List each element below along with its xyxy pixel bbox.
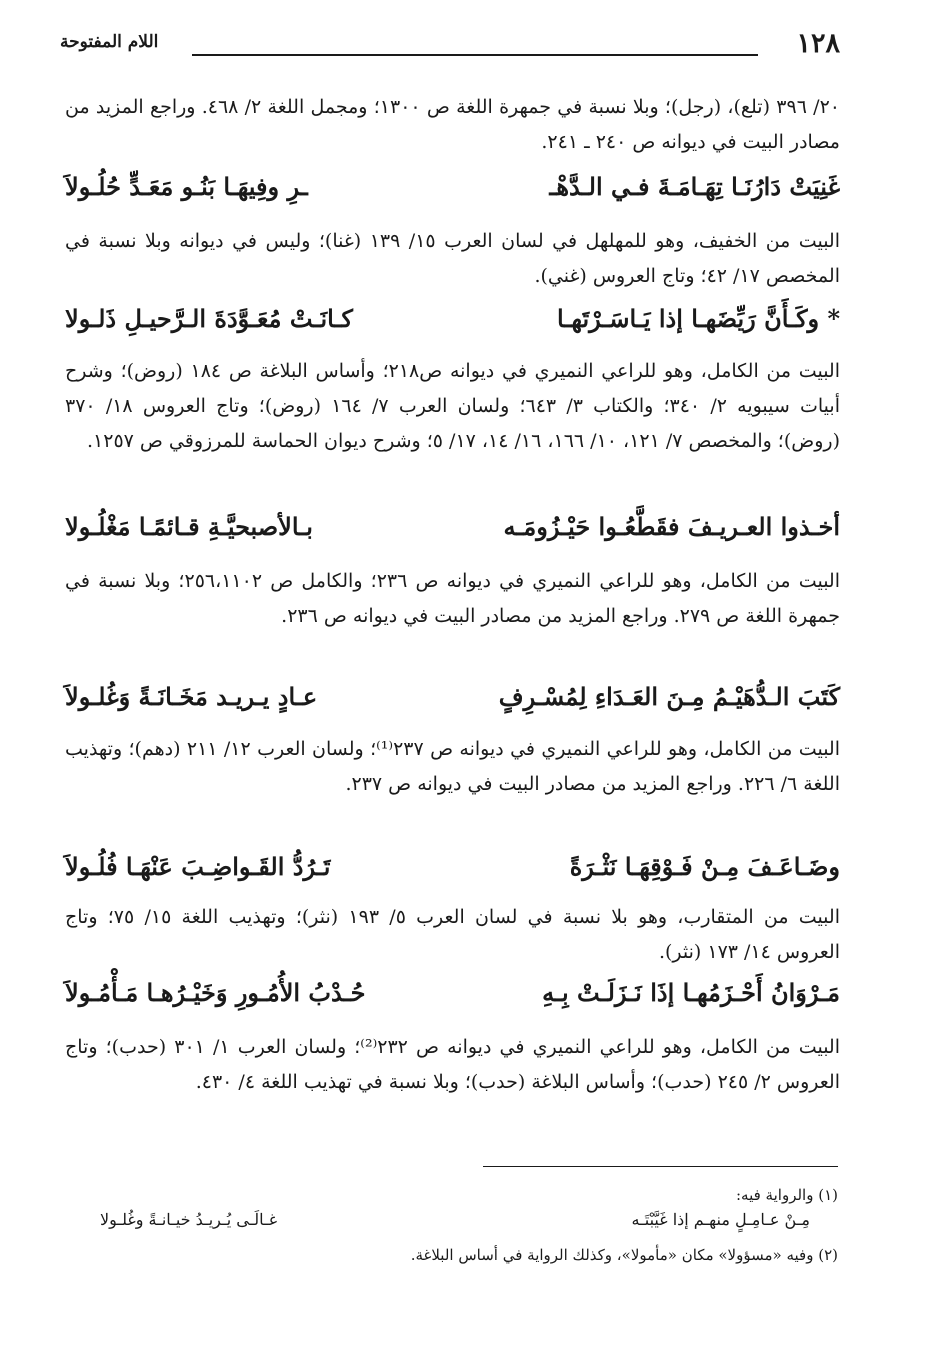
text-paragraph: ٢٠/ ٣٩٦ (تلع)، (رجل)؛ وبلا نسبة في جمهرة اللغة ص ١٣٠٠؛ ومجمل اللغة ٢/ ٤٦٨. وراجع المزيد من مصادر البيت في ديوانه ص ٢٤٠ ـ ٢٤١. — [65, 96, 840, 153]
verse-second-hemistich: ـرِ وفِيهَـا بَنُـو مَعَـدٍّ حُلُـولاَ — [65, 172, 308, 201]
footnote-verse-second-hemistich: غـالَـى يُـريـدُ خيـانـةً وغُلـولا — [100, 1210, 278, 1229]
footnote-separator — [483, 1166, 838, 1167]
verse-second-hemistich: عـادٍ يـريـد مَخَـانَـةً وَغُلـولاَ — [65, 682, 318, 711]
running-title: اللام المفتوحة — [60, 32, 159, 52]
footnote-verse-first-hemistich: مِـنْ عـامِـلٍ منهـم إذا غَيَّبْتَـه — [631, 1210, 810, 1229]
verse-second-hemistich: بـالأصبحيَّـةِ قـائمًـا مَغْلُـولا — [65, 512, 313, 541]
verse-first-hemistich: وضَـاعَـفَ مِـنْ فَـوْقِهَـا نَثْـرَةً — [569, 852, 840, 881]
verse-first-hemistich: مَـرْوَانُ أَحْـزَمُهـا إذَا نَـزَلَـتْ بِـهِ — [542, 978, 840, 1007]
verse-line — [65, 682, 840, 726]
page-number: ١٢٨ — [796, 28, 840, 59]
text-paragraph: البيت من الكامل، وهو للراعي النميري في ديوانه ص ٢٣٦؛ والكامل ص ٢٥٦،١١٠٢؛ وبلا نسبة في جمهرة اللغة ص ٢٧٩. وراجع المزيد من مصادر البيت في ديوانه ص ٢٣٦. — [65, 570, 840, 627]
footnote-2: (٢) وفيه «مسؤولا» مكان «مأمولا»، وكذلك الرواية في أساس البلاغة. — [410, 1246, 838, 1264]
text-paragraph: البيت من المتقارب، وهو بلا نسبة في لسان العرب ٥/ ١٩٣ (نثر)؛ وتهذيب اللغة ١٥/ ٧٥؛ وتاج العروس ١٤/ ١٧٣ (نثر). — [65, 906, 840, 963]
verse-line — [65, 852, 840, 896]
text-paragraph: البيت من الكامل، وهو للراعي النميري في ديوانه ص ٢٣٢⁽²⁾؛ ولسان العرب ١/ ٣٠١ (حدب)؛ وتاج العروس ٢/ ٢٤٥ (حدب)؛ وأساس البلاغة (حدب)؛ وبلا نسبة في تهذيب اللغة ٤/ ٤٣٠. — [65, 1036, 840, 1093]
text-paragraph: البيت من الكامل، وهو للراعي النميري في ديوانه ص٢١٨؛ وأساس البلاغة ص ١٨٤ (روض)؛ وشرح أبيات سيبويه ٢/ ٣٤٠؛ والكتاب ٣/ ٦٤٣؛ ولسان العرب ٧/ ١٦٤ (روض)؛ وتاج العروس ١٨/ ٣٧٠ (روض)؛ والمخصص ٧/ ١٢١، ١٠/ ١٦٦، ١٦/ ١٤، ١٧/ ٥؛ وشرح ديوان الحماسة للمرزوقي ص ١٢٥٧. — [65, 360, 840, 452]
header-rule — [192, 54, 758, 56]
verse-second-hemistich: تَـرُدُّ القَـواضِـبَ عَنْهَـا فُلُـولاَ — [65, 852, 331, 881]
text-paragraph: البيت من الكامل، وهو للراعي النميري في ديوانه ص ٢٣٧⁽¹⁾؛ ولسان العرب ١٢/ ٢١١ (دهم)؛ وتهذيب اللغة ٦/ ٢٢٦. وراجع المزيد من مصادر البيت في ديوانه ص ٢٣٧. — [65, 738, 840, 795]
footnote-1-verse — [100, 1210, 810, 1238]
verse-line — [65, 304, 840, 348]
verse-first-hemistich: كَتَبَ الـدُّهَيْـمُ مِـنَ العَـدَاءِ لِمُسْـرِفٍ — [498, 682, 840, 711]
verse-line — [65, 978, 840, 1022]
verse-first-hemistich: غَنِيَتْ دَارُنَـا تِهَـامَـةَ فـي الـدَّهْـ — [549, 172, 840, 201]
text-paragraph: البيت من الخفيف، وهو للمهلهل في لسان العرب ١٥/ ١٣٩ (غنا)؛ وليس في ديوانه وبلا نسبة في المخصص ١٧/ ٤٢؛ وتاج العروس (غني). — [65, 230, 840, 287]
footnote-1-intro: (١) والرواية فيه: — [736, 1186, 838, 1204]
verse-line — [65, 172, 840, 216]
page-header — [60, 28, 840, 68]
verse-second-hemistich: كـانَـتْ مُعَـوَّدَةَ الـرَّحيـلِ ذَلـولا — [65, 304, 353, 333]
verse-second-hemistich: حُـدْبُ الأُمُـورِ وَخَيْـرُهـا مَـأْمُـولاَ — [65, 978, 366, 1007]
verse-first-hemistich: * وكَـأَنَّ رَيِّضَهـا إذا يَـاسَـرْتَهـا — [557, 304, 840, 333]
verse-line — [65, 512, 840, 556]
verse-first-hemistich: أخـذوا العـريـفَ فقَطَّعُـوا حَيْـزُومَـه — [503, 512, 840, 541]
